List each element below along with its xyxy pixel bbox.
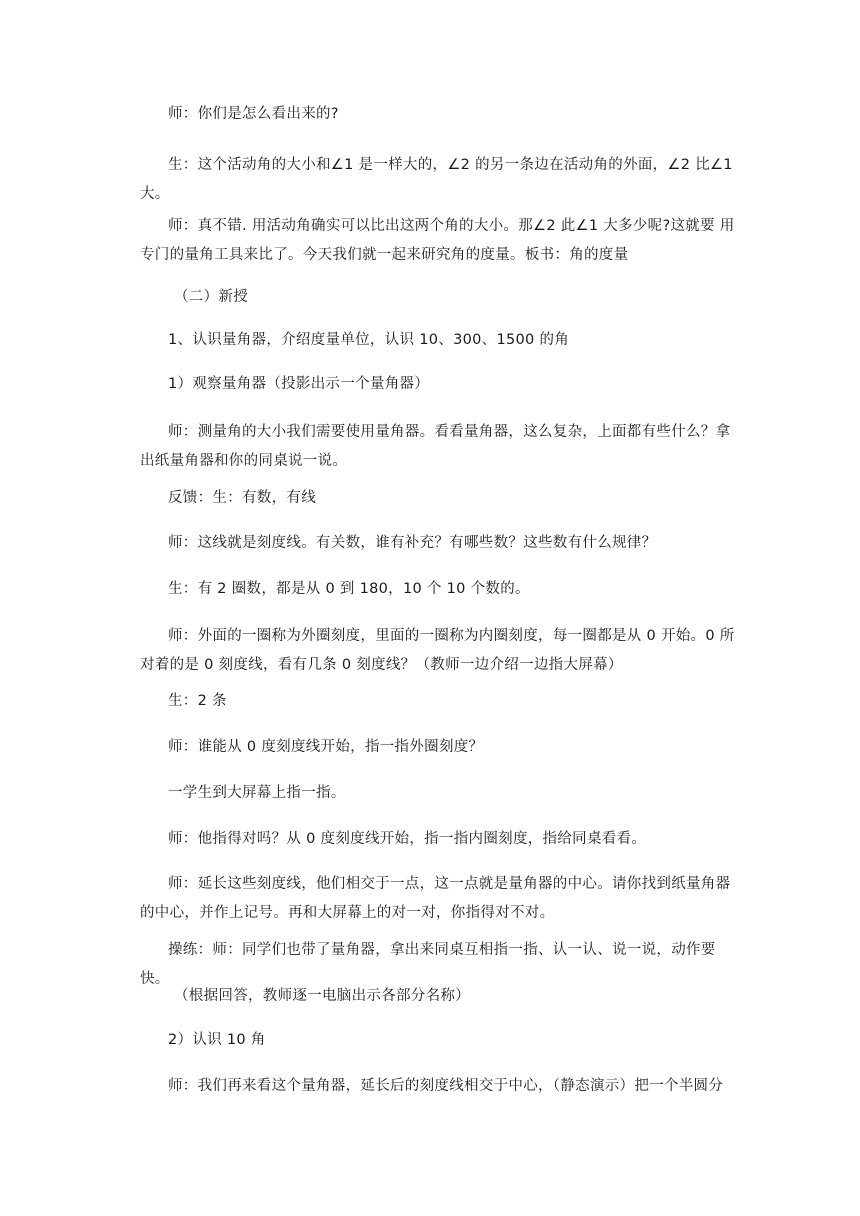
- paragraph-teacher-point-inner: 师：他指得对吗？从 0 度刻度线开始，指一指内圈刻度，指给同桌看看。: [168, 831, 647, 847]
- paragraph-teacher-protractor: 师：测量角的大小我们需要使用量角器。看看量角器，这么复杂，上面都有些什么？拿出纸量角器和你的同桌说一说。: [140, 424, 731, 469]
- section-heading-new-lesson: （二）新授: [174, 289, 248, 305]
- paragraph-teacher-question: 师：你们是怎么看出来的?: [168, 106, 339, 122]
- paragraph-teacher-point-outer: 师：谁能从 0 度刻度线开始，指一指外圈刻度？: [168, 739, 484, 755]
- paragraph-teacher-scale-lines: 师：这线就是刻度线。有关数，谁有补充？有哪些数？这些数有什么规律？: [168, 535, 657, 551]
- paragraph-student-two-lines: 生：2 条: [168, 693, 227, 709]
- step-heading-protractor: 1、认识量角器，介绍度量单位，认识 10、300、1500 的角: [168, 332, 570, 348]
- paragraph-teacher-semicircle: 师：我们再来看这个量角器，延长后的刻度线相交于中心，（静态演示）把一个半圆分: [168, 1078, 724, 1094]
- paragraph-practice: 操练：师：同学们也带了量角器，拿出来同桌互相指一指、认一认、说一说，动作要快。: [140, 942, 716, 987]
- paragraph-note-names: （根据回答，教师逐一电脑出示各部分名称）: [174, 988, 470, 1004]
- paragraph-student-two-circles: 生：有 2 圈数，都是从 0 到 180，10 个 10 个数的。: [168, 581, 530, 597]
- paragraph-student-points: 一学生到大屏幕上指一指。: [168, 785, 346, 801]
- paragraph-teacher-outer-inner: 师：外面的一圈称为外圈刻度，里面的一圈称为内圈刻度，每一圈都是从 0 开始。0 所对着的是 0 刻度线，看有几条 0 刻度线？（教师一边介绍一边指大屏幕）: [140, 628, 735, 673]
- sub-step-one-degree: 2）认识 10 角: [168, 1032, 266, 1048]
- paragraph-teacher-intro-measure: 师：真不错. 用活动角确实可以比出这两个角的大小。那∠2 此∠1 大多少呢?这就要 用专门的量角工具来比了。今天我们就一起来研究角的度量。板书：角的度量: [140, 218, 735, 263]
- sub-step-observe-protractor: 1）观察量角器（投影出示一个量角器）: [168, 376, 430, 392]
- paragraph-teacher-center: 师：延长这些刻度线，他们相交于一点，这一点就是量角器的中心。请你找到纸量角器的中心，并作上记号。再和大屏幕上的对一对，你指得对不对。: [140, 876, 731, 921]
- paragraph-feedback: 反馈：生：有数，有线: [168, 490, 316, 506]
- paragraph-student-answer-angles: 生：这个活动角的大小和∠1 是一样大的，∠2 的另一条边在活动角的外面，∠2 比∠1 大。: [140, 157, 733, 202]
